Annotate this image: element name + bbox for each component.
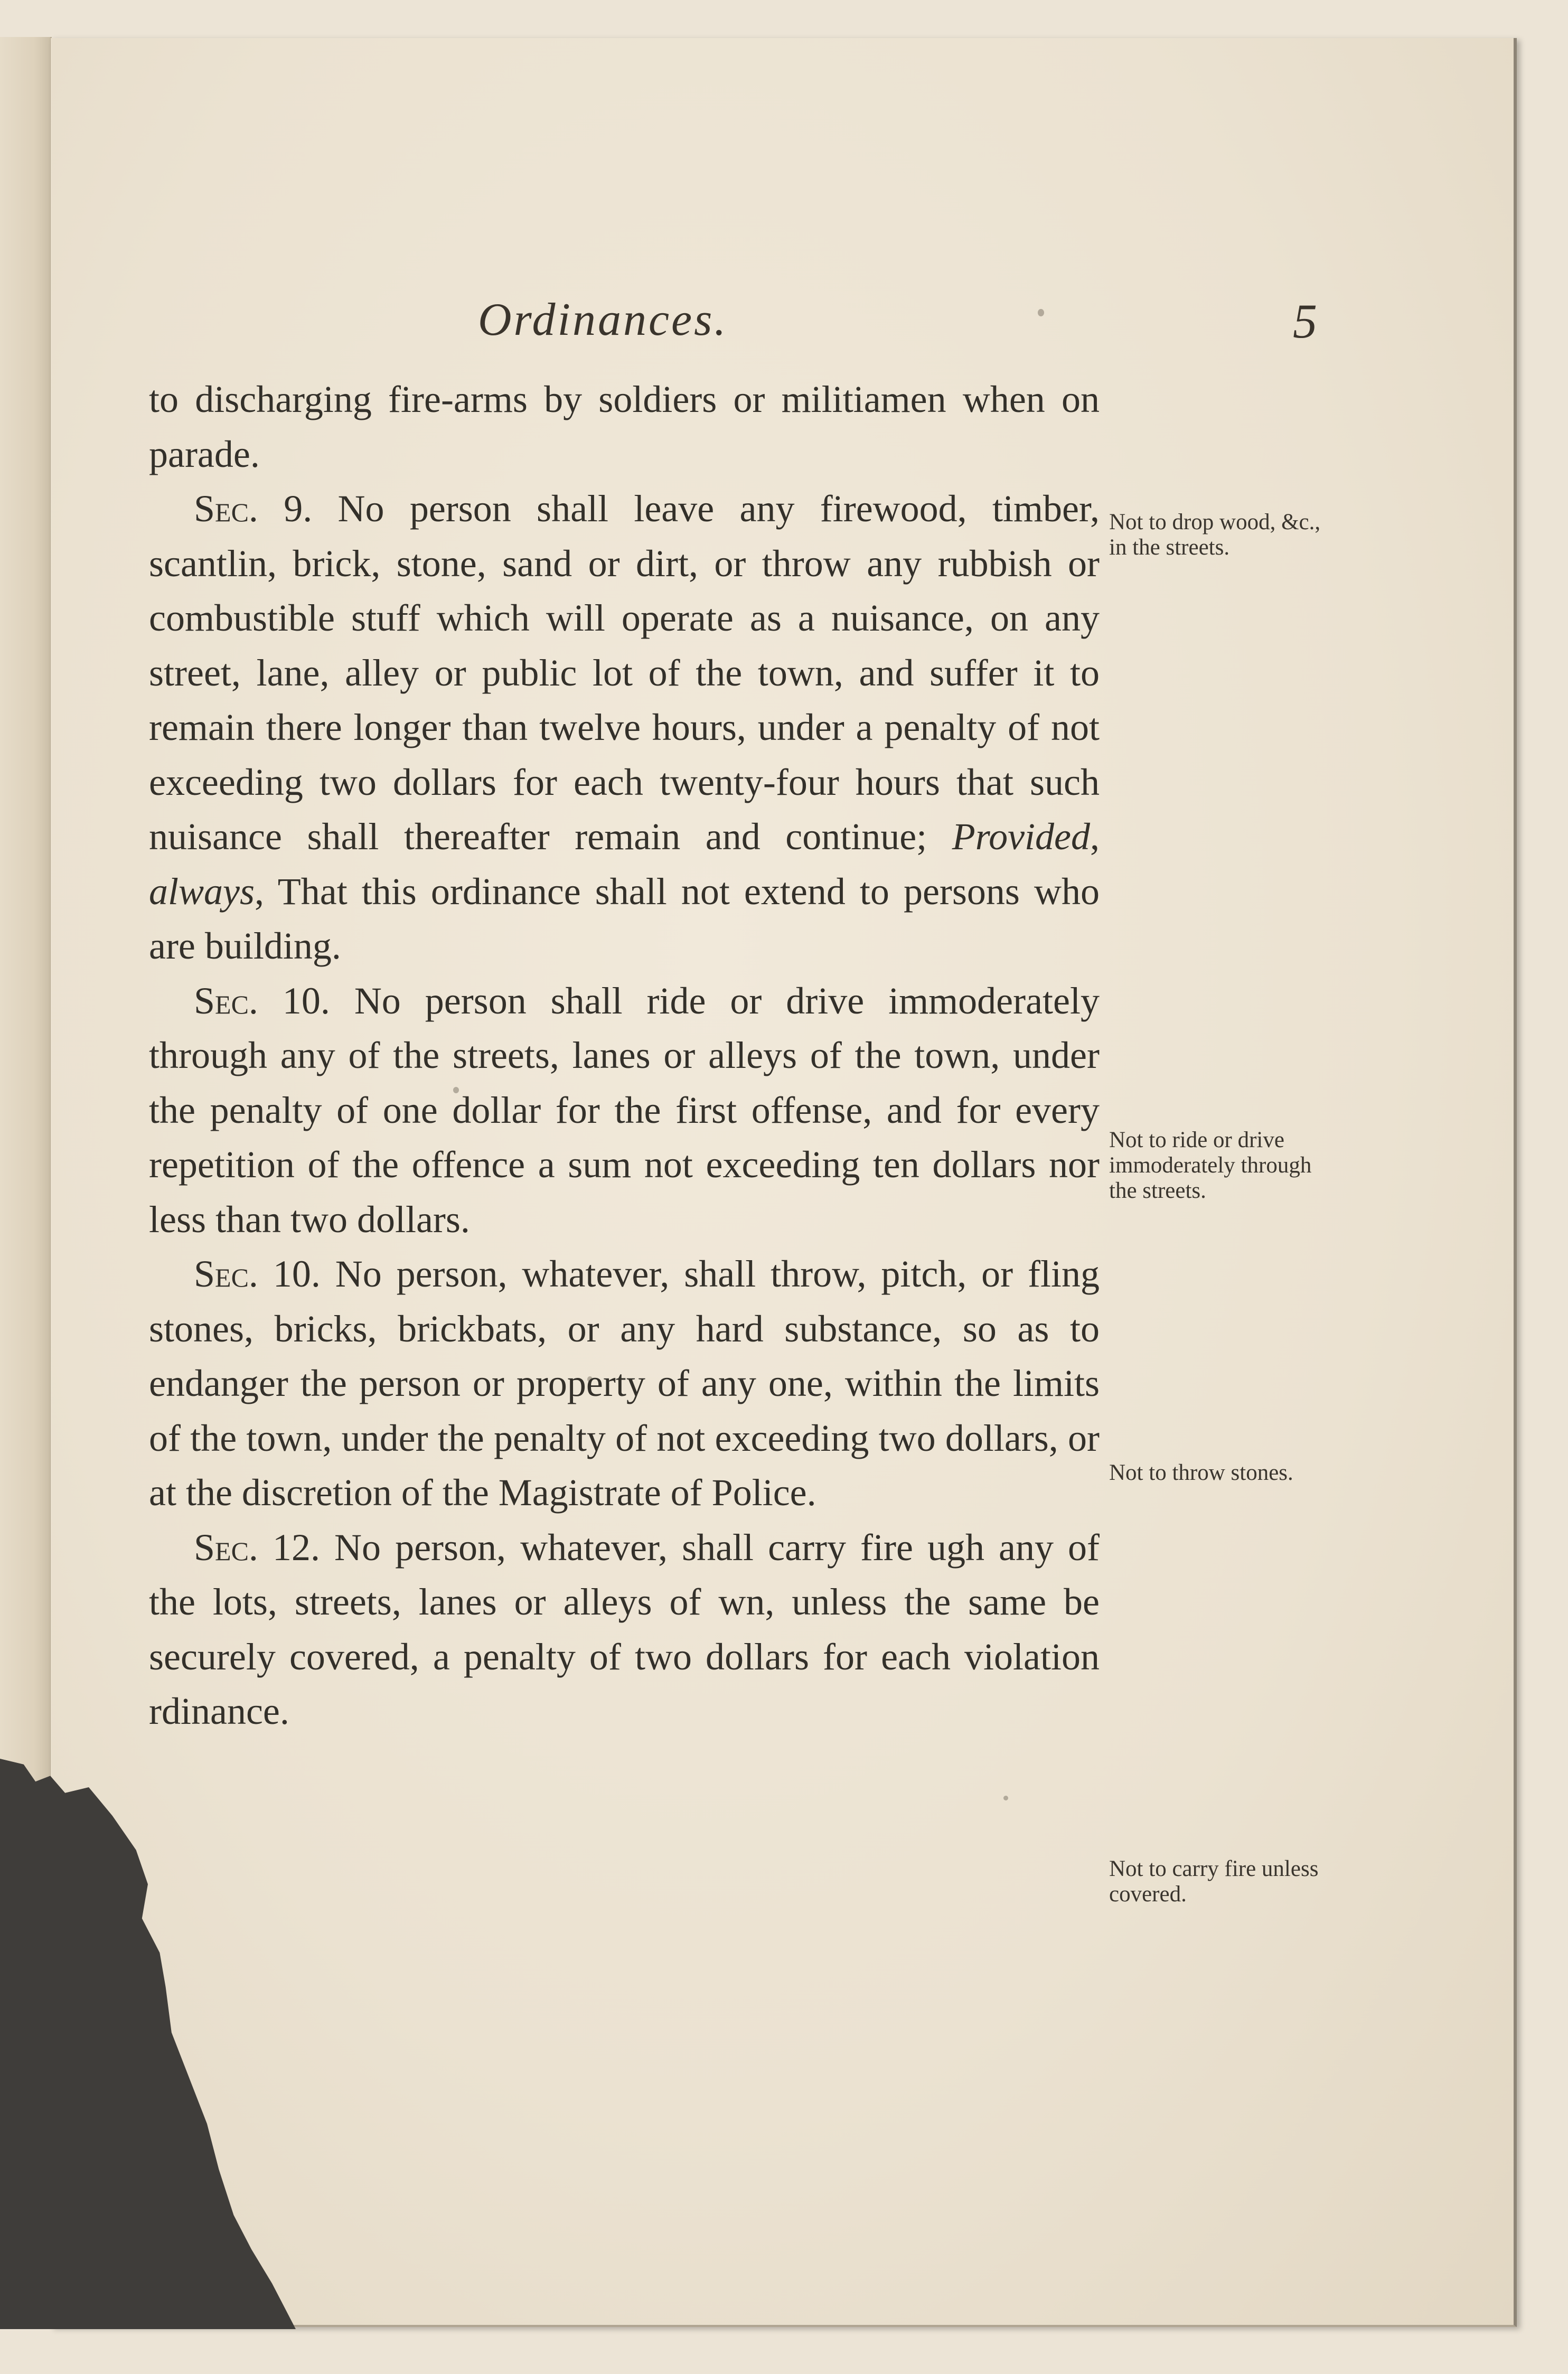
margin-note: Not to carry fire unless covered.	[1109, 1856, 1319, 1907]
running-header	[0, 293, 1568, 356]
section-text: No person, whatever, shall throw, pitch, or fling stones, bricks, brickbats, or any hard substance, so as to endanger the person or property of any one, within the limits of the town, under the penalty of not exceeding two dollars, or at the discretion of the Magistrate of Police.	[149, 1253, 1100, 1514]
section-label: Sec. 10.	[194, 1253, 321, 1295]
section-paragraph	[149, 1521, 1100, 1739]
section-text: No person shall ride or drive immoderately through any of the streets, lanes or alleys of the town, under the penalty of one dollar for the first offense, and for every repetition of the offence a sum not exceeding ten dollars nor less than two dollars.	[149, 979, 1100, 1241]
section-label: Sec. 10.	[194, 979, 330, 1022]
section-text: No person, whatever, shall carry fire ugh any of the lots, streets, lanes or alleys of wn, unless the same be securely covered, a penalty of two dollars for each violation rdinance.	[149, 1526, 1100, 1732]
margin-note: Not to ride or drive immoderately through the streets.	[1109, 1128, 1312, 1203]
ordinance-text	[149, 372, 1100, 1739]
punctuation: ,	[1090, 815, 1100, 858]
section-text: , That this ordinance shall not extend to persons who are building.	[149, 870, 1100, 967]
section-label: Sec. 12.	[194, 1526, 320, 1569]
italic-text: always	[149, 870, 255, 913]
continuation-paragraph: to discharging fire-arms by soldiers or militiamen when on parade.	[149, 378, 1100, 475]
margin-note: Not to drop wood, &c., in the streets.	[1109, 510, 1321, 560]
ink-speck	[1003, 1796, 1008, 1800]
section-paragraph	[149, 482, 1100, 974]
section-text: No person shall leave any firewood, timber, scantlin, brick, stone, sand or dirt, or throw any rubbish or combustible stuff which will operate as a nuisance, on any street, lane, alley or public lot of the town, and suffer it to remain there longer than twelve hours, under a penalty of not exceeding two dollars for each twenty-four hours that such nuisance shall thereafter remain and continue;	[149, 487, 1100, 858]
italic-text: Provided	[952, 815, 1090, 858]
section-label: Sec. 9.	[194, 487, 313, 530]
section-paragraph	[149, 974, 1100, 1247]
section-paragraph	[149, 1247, 1100, 1521]
margin-note: Not to throw stones.	[1109, 1460, 1293, 1485]
page-number: 5	[1293, 294, 1317, 348]
running-title: Ordinances.	[478, 294, 728, 345]
